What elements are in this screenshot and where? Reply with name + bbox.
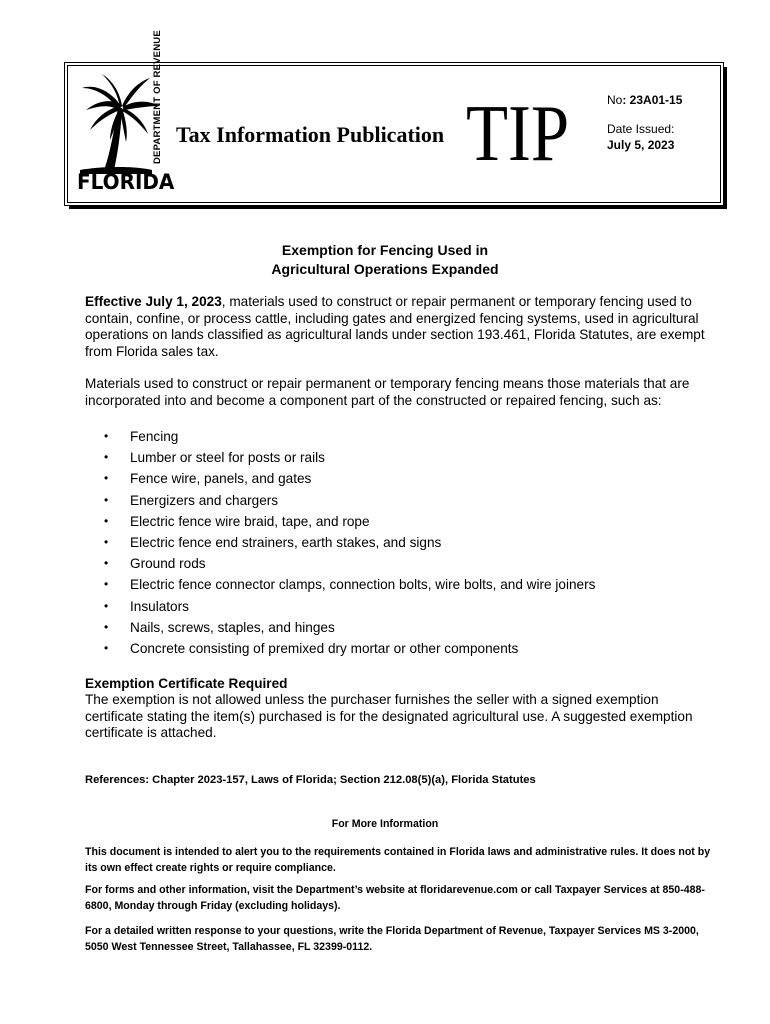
bullet-icon: • [104,534,109,549]
bullet-icon: • [104,619,109,634]
certificate-heading: Exemption Certificate Required [85,676,288,691]
certificate-body: The exemption is not allowed unless the purchaser furnishes the seller with a signed exemption certificate stating the item(s) purchased is for the designated agricultural use. A suggested exemption certificate is attached. [85,692,693,740]
list-item [0,511,770,532]
more-info-heading: For More Information [331,818,439,830]
date-issued-value: July 5, 2023 [607,138,675,152]
tip-mark: TIP [466,90,570,178]
materials-list [0,426,770,659]
list-item [0,490,770,511]
list-item-text: Nails, screws, staples, and hinges [130,619,335,635]
list-item [0,638,770,659]
logo-department-text: DEPARTMENT OF REVENUE [152,30,163,164]
bullet-icon: • [104,556,109,571]
publication-number [607,93,682,107]
list-item-text: Concrete consisting of premixed dry mortar or other components [130,640,519,656]
bullet-icon: • [104,492,109,507]
written-response-paragraph: For a detailed written response to your questions, write the Florida Department of Revenue, Taxpayer Services MS 3-2000, 5050 West Tennessee Street, Tallahassee, FL 32399-0112. [85,925,699,953]
forms-paragraph: For forms and other information, visit the Department’s website at floridarevenue.com or call Taxpayer Services at 850-488-6800, Monday through Friday (excluding holidays). [85,884,705,912]
document-title-line-1: Exemption for Fencing Used in [281,242,489,258]
publication-title: Tax Information Publication [176,122,445,147]
list-item [0,617,770,638]
intro-text: , materials used to construct or repair permanent or temporary fencing used to contain, confine, or process cattle, including gates and energized fencing systems, used in agricultural operations on lands classified as agricultural lands under section 193.461, Florida Statutes, are exempt from Florida sales tax. [85,294,705,359]
bullet-icon: • [104,471,109,486]
bullet-icon: • [104,640,109,655]
document-title-line-2: Agricultural Operations Expanded [271,261,499,277]
list-item-text: Lumber or steel for posts or rails [130,450,325,466]
list-item-text: Fencing [130,429,179,444]
list-item [0,447,770,468]
list-item-text: Energizers and chargers [130,492,279,508]
bullet-icon: • [104,513,109,528]
list-item [0,532,770,553]
list-item-text: Insulators [130,598,189,614]
list-item-text: Electric fence wire braid, tape, and rope [130,513,370,529]
effective-date: Effective July 1, 2023 [85,294,222,309]
list-item-text: Electric fence end strainers, earth stakes, and signs [130,534,442,550]
list-item [0,574,770,595]
list-item-text: Electric fence connector clamps, connection bolts, wire bolts, and wire joiners [130,577,596,593]
notice-paragraph: This document is intended to alert you to the requirements contained in Florida laws and administrative rules. It does not by its own effect create rights or require compliance. [85,846,711,874]
list-item [0,426,770,447]
date-issued-label: Date Issued: [607,122,675,136]
list-item-text: Ground rods [130,556,206,572]
bullet-icon: • [104,577,109,592]
logo-florida-text: FLORIDA [77,170,175,194]
list-item [0,468,770,489]
list-item [0,553,770,574]
bullet-icon: • [104,450,109,465]
number-value: : 23A01-15 [622,93,683,107]
list-item-text: Fence wire, panels, and gates [130,471,312,487]
number-label: No [607,93,623,107]
bullet-icon: • [104,598,109,613]
bullet-icon: • [104,429,109,443]
references: References: Chapter 2023-157, Laws of Florida; Section 212.08(5)(a), Florida Statutes [85,774,536,786]
intro-paragraph [85,294,710,360]
list-item [0,596,770,617]
materials-paragraph: Materials used to construct or repair permanent or temporary fencing means those materials that are incorporated into and become a component part of the constructed or repaired fencing, such as: [85,376,690,408]
